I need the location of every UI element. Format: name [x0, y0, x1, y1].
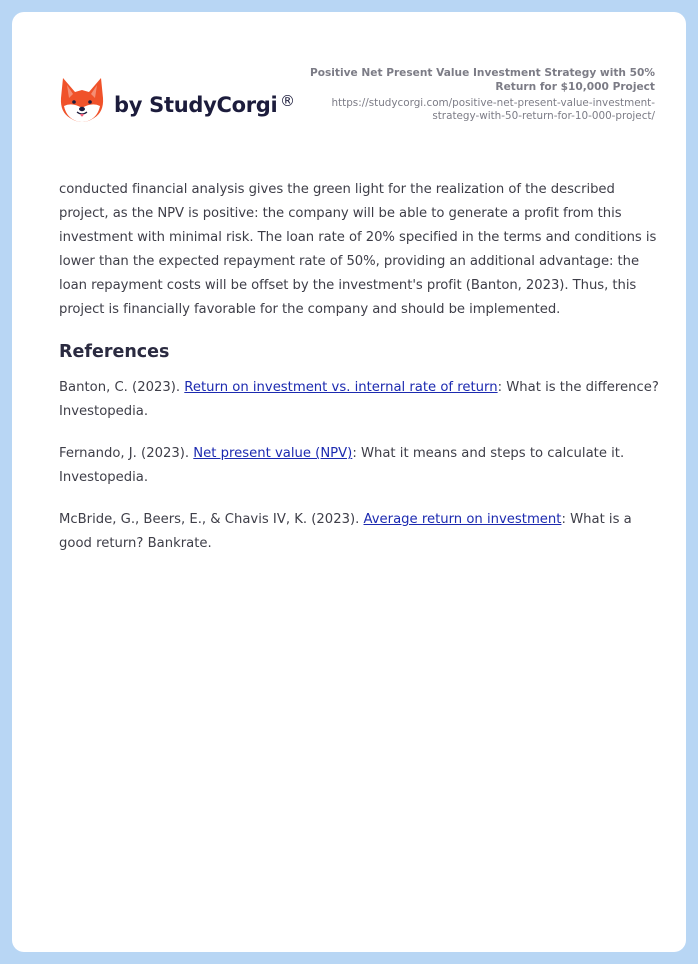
reference-link[interactable]: Return on investment vs. internal rate of return [184, 380, 498, 395]
studycorgi-logo[interactable] [60, 76, 295, 122]
reference-link[interactable]: Net present value (NPV) [193, 446, 353, 461]
registered-mark: ® [280, 92, 295, 110]
reference-item [59, 508, 659, 556]
reference-suffix: : What it means and steps to calculate it. Investopedia. [59, 446, 625, 485]
reference-prefix: McBride, G., Beers, E., & Chavis IV, K. (2023). [59, 512, 364, 527]
reference-prefix: Fernando, J. (2023). [59, 446, 194, 461]
reference-suffix: : What is a good return? Bankrate. [59, 512, 632, 551]
reference-item [59, 442, 659, 490]
document-title: Positive Net Present Value Investment Strategy with 50% Return for $10,000 Project [309, 67, 655, 93]
document-meta [295, 66, 655, 123]
document-page [12, 12, 686, 952]
references-heading: References [59, 342, 170, 362]
corgi-logo-icon [60, 76, 104, 122]
document-content [59, 178, 659, 556]
reference-suffix: : What is the difference? Investopedia. [59, 380, 659, 419]
reference-item [59, 376, 659, 424]
document-url[interactable]: https://studycorgi.com/positive-net-present-value-investment-strategy-with-50-return-for-10-000-project/ [331, 97, 655, 122]
reference-prefix: Banton, C. (2023). [59, 380, 185, 395]
brand-name: by StudyCorgi [114, 93, 278, 117]
reference-link[interactable]: Average return on investment [363, 512, 562, 527]
page-header [12, 12, 686, 152]
body-paragraph: conducted financial analysis gives the green light for the realization of the described project, as the NPV is positive: the company will be able to generate a profit from this investment with minimal risk. The loan rate of 20% specified in the terms and conditions is lower than the expected repayment rate of 50%, providing an additional advantage: the loan repayment costs will be offset by the investment's profit (Banton, 2023). Thus, this project is financially favorable for the company and should be implemented. [59, 182, 657, 317]
